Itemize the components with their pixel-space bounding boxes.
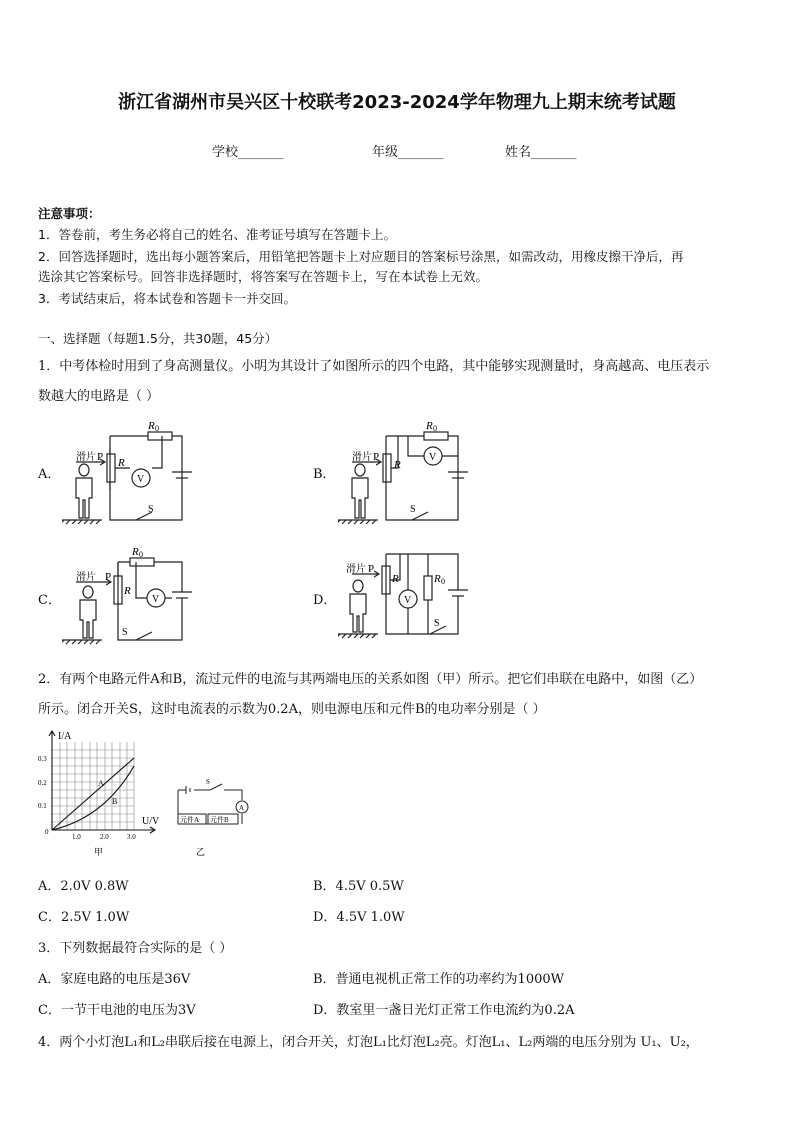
x-tick: 2.0 [100, 833, 109, 841]
graph-caption: 甲 [94, 847, 104, 857]
r0-label: R [148, 420, 155, 432]
y-tick: 0.1 [38, 802, 47, 810]
curve-b-label: B [112, 797, 118, 806]
q1-stem-line1: 1．中考体检时用到了身高测量仪。小明为其设计了如图所示的四个电路，其中能够实现测量时，身高越高、电压表示 [38, 359, 710, 374]
q1-option-b: B． [313, 467, 336, 482]
r0-subscript: 0 [155, 424, 159, 433]
q2-option-d: D．4.5V 1.0W [313, 910, 405, 925]
notice-item: 3．考试结束后，将本试卷和答题卡一并交回。 [38, 291, 296, 306]
circuit-diagram-b [338, 412, 473, 524]
x-axis-label: U/V [142, 816, 160, 827]
x-tick: 3.0 [127, 833, 136, 841]
q1-option-d: D． [313, 593, 337, 608]
iu-graph [34, 728, 174, 858]
q3-option-d: D．教室里一盏日光灯正常工作电流约为0.2A [313, 1003, 575, 1018]
p-label: P [97, 451, 104, 463]
p-label: P [368, 563, 375, 575]
page-title: 浙江省湖州市吴兴区十校联考2023-2024学年物理九上期末统考试题 [118, 92, 676, 113]
voltmeter-label: V [137, 474, 145, 485]
voltmeter-label: V [152, 594, 160, 605]
switch-label: S [410, 504, 416, 515]
section-heading: 一、选择题（每题1.5分，共30题，45分） [38, 331, 278, 346]
circuit-diagram-c [62, 540, 197, 650]
p-label: P [373, 451, 380, 463]
q1-option-c: C． [38, 593, 61, 608]
switch-label: S [122, 627, 128, 638]
switch-label: S [206, 778, 210, 786]
circuit-diagram-d [338, 546, 473, 646]
q3-option-c: C．一节干电池的电压为3V [38, 1003, 196, 1018]
switch-label: S [434, 618, 440, 629]
q1-option-a: A． [38, 467, 61, 482]
r-label: R [392, 573, 399, 585]
element-b-label: 元件B [210, 816, 229, 824]
slider-label: 滑片 [352, 452, 372, 463]
r-label: R [118, 457, 125, 469]
voltmeter-label: V [404, 595, 412, 606]
slider-label: 滑片 [76, 572, 96, 583]
q3-option-a: A．家庭电路的电压是36V [38, 972, 191, 987]
r0-label: R [132, 546, 139, 558]
grade-field: 年级_______ [372, 145, 444, 160]
origin-label: 0 [45, 828, 49, 836]
r0-subscript: 0 [441, 577, 445, 586]
notice-item: 1．答卷前，考生务必将自己的姓名、准考证号填写在答题卡上。 [38, 227, 396, 242]
q1-stem-line2: 数越大的电路是（ ） [38, 389, 160, 404]
notice-item: 选涂其它答案标号。回答非选择题时，将答案写在答题卡上，写在本试卷上无效。 [38, 269, 489, 284]
circuit-caption: 乙 [196, 847, 206, 857]
q2-stem-line1: 2．有两个电路元件A和B，流过元件的电流与其两端电压的关系如图（甲）所示。把它们串联在电路中，如图（乙） [38, 672, 703, 687]
y-axis-label: I/A [58, 731, 72, 742]
line-a [52, 758, 134, 830]
slider-label: 滑片 [346, 564, 366, 575]
notice-item: 2．回答选择题时，选出每小题答案后，用铅笔把答题卡上对应题目的答案标号涂黑，如需改动，用橡皮擦干净后，再 [38, 249, 684, 264]
q4-stem: 4．两个小灯泡L₁和L₂串联后接在电源上，闭合开关，灯泡L₁比灯泡L₂亮。灯泡L₁、L₂两端的电压分别为 U₁、U₂， [38, 1035, 699, 1050]
r0-label: R [426, 420, 433, 432]
q2-option-a: A．2.0V 0.8W [38, 879, 129, 894]
y-tick: 0.2 [38, 779, 47, 787]
ammeter-label: A [239, 804, 245, 812]
y-tick: 0.3 [38, 755, 47, 763]
p-label: P [105, 571, 112, 583]
notice-heading: 注意事项： [38, 206, 101, 221]
q2-option-b: B．4.5V 0.5W [313, 879, 404, 894]
voltmeter-label: V [429, 452, 437, 463]
r0-subscript: 0 [139, 550, 143, 559]
series-circuit [172, 776, 258, 858]
slider-label: 滑片 [76, 452, 96, 463]
curve-a-label: A [98, 779, 104, 788]
r0-label: R [434, 573, 441, 585]
q2-stem-line2: 所示。闭合开关S，这时电流表的示数为0.2A，则电源电压和元件B的电功率分别是（ ） [38, 702, 546, 717]
r0-subscript: 0 [433, 424, 437, 433]
r-label: R [394, 459, 401, 471]
x-tick: 1.0 [72, 833, 81, 841]
circuit-diagram-a [62, 412, 197, 524]
q2-option-c: C．2.5V 1.0W [38, 910, 130, 925]
q3-stem: 3．下列数据最符合实际的是（ ） [38, 941, 233, 956]
school-field: 学校_______ [212, 145, 284, 160]
switch-label: S [148, 504, 154, 515]
name-field: 姓名_______ [505, 145, 577, 160]
element-a-label: 元件A [180, 816, 200, 824]
r-label: R [124, 585, 131, 597]
q3-option-b: B．普通电视机正常工作的功率约为1000W [313, 972, 564, 987]
